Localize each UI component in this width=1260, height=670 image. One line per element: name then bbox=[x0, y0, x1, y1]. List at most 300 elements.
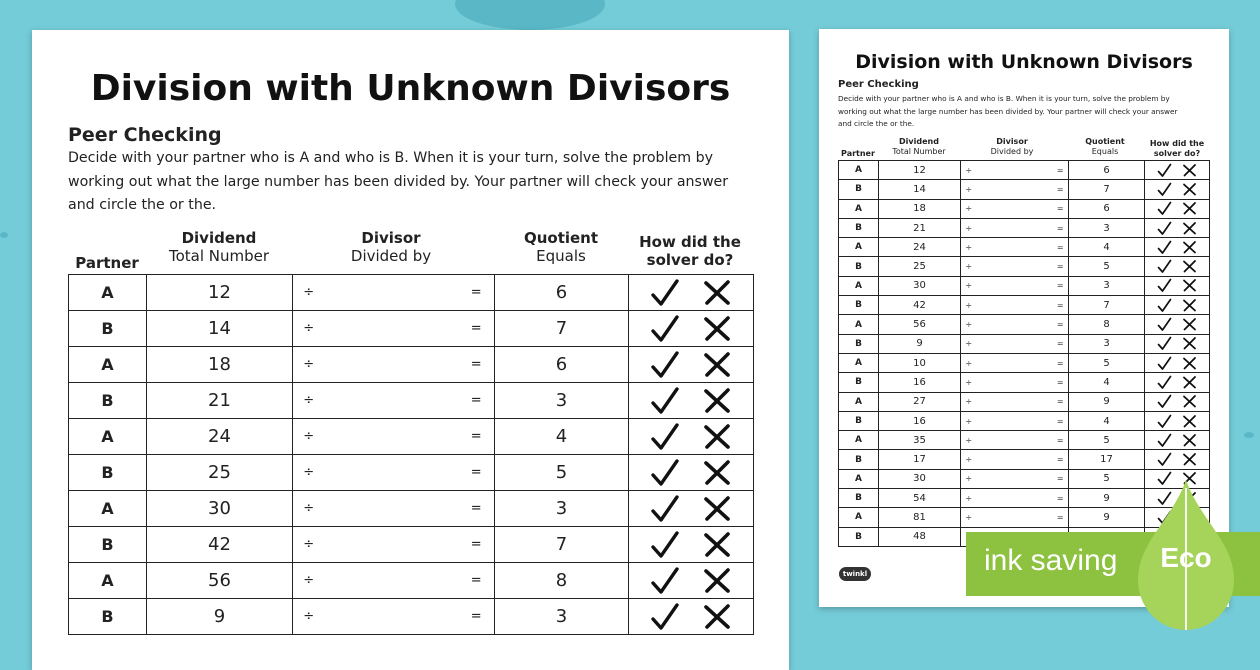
cross-icon[interactable] bbox=[702, 422, 732, 452]
divide-symbol: ÷ bbox=[961, 257, 977, 276]
tick-icon[interactable] bbox=[650, 422, 680, 452]
header-quotient-sub: Equals bbox=[536, 247, 586, 265]
equals-symbol: = bbox=[1053, 199, 1069, 218]
equals-symbol: = bbox=[459, 347, 495, 383]
tick-icon[interactable] bbox=[650, 602, 680, 632]
partner-cell: A bbox=[839, 431, 879, 450]
divide-symbol: ÷ bbox=[961, 161, 977, 180]
quotient-cell: 7 bbox=[1069, 180, 1145, 199]
table-row bbox=[69, 347, 754, 383]
tick-icon[interactable] bbox=[650, 566, 680, 596]
dividend-cell: 30 bbox=[147, 491, 293, 527]
divide-symbol: ÷ bbox=[961, 431, 977, 450]
divisor-answer-cell[interactable] bbox=[977, 489, 1053, 508]
preview-title: Division with Unknown Divisors bbox=[855, 51, 1193, 73]
divide-symbol: ÷ bbox=[961, 489, 977, 508]
quotient-cell: 3 bbox=[495, 383, 629, 419]
tick-icon[interactable] bbox=[1157, 221, 1172, 236]
check-cell bbox=[1145, 199, 1210, 218]
cross-icon[interactable] bbox=[1182, 221, 1197, 236]
quotient-cell: 4 bbox=[1069, 411, 1145, 430]
instructions-line: and circle the or the. bbox=[68, 197, 217, 213]
dividend-cell: 21 bbox=[879, 218, 961, 237]
partner-cell: A bbox=[839, 392, 879, 411]
divisor-answer-cell[interactable] bbox=[325, 599, 459, 635]
twinkl-logo: twinkl bbox=[839, 567, 871, 581]
cross-icon[interactable] bbox=[1182, 298, 1197, 313]
divisor-answer-cell[interactable] bbox=[977, 276, 1053, 295]
background-blob bbox=[0, 232, 8, 238]
tick-icon[interactable] bbox=[1157, 298, 1172, 313]
quotient-cell: 5 bbox=[1069, 469, 1145, 488]
check-cell bbox=[1145, 161, 1210, 180]
tick-icon[interactable] bbox=[650, 458, 680, 488]
partner-cell: B bbox=[839, 527, 879, 546]
cross-icon[interactable] bbox=[1182, 201, 1197, 216]
divide-symbol: ÷ bbox=[961, 353, 977, 372]
partner-cell: A bbox=[69, 347, 147, 383]
quotient-cell: 8 bbox=[1069, 315, 1145, 334]
divisor-answer-cell[interactable] bbox=[977, 373, 1053, 392]
table-row bbox=[69, 275, 754, 311]
cross-icon[interactable] bbox=[702, 386, 732, 416]
divisor-answer-cell[interactable] bbox=[325, 275, 459, 311]
worksheet-zoomed bbox=[32, 30, 789, 670]
divide-symbol: ÷ bbox=[961, 276, 977, 295]
partner-cell: A bbox=[839, 353, 879, 372]
divide-symbol: ÷ bbox=[293, 599, 325, 635]
table-row bbox=[839, 257, 1210, 276]
quotient-cell: 4 bbox=[1069, 238, 1145, 257]
header-dividend bbox=[146, 229, 292, 265]
cross-icon[interactable] bbox=[1182, 317, 1197, 332]
preview-header-partner: Partner bbox=[841, 149, 875, 158]
table-row bbox=[839, 334, 1210, 353]
divisor-answer-cell[interactable] bbox=[977, 296, 1053, 315]
quotient-cell: 6 bbox=[495, 347, 629, 383]
check-cell bbox=[629, 383, 754, 419]
divisor-answer-cell[interactable] bbox=[977, 411, 1053, 430]
check-cell bbox=[629, 275, 754, 311]
equals-symbol: = bbox=[1053, 238, 1069, 257]
table-row bbox=[69, 491, 754, 527]
quotient-cell: 7 bbox=[495, 311, 629, 347]
cross-icon[interactable] bbox=[1182, 278, 1197, 293]
divisor-answer-cell[interactable] bbox=[977, 180, 1053, 199]
quotient-cell: 3 bbox=[1069, 276, 1145, 295]
check-cell bbox=[1145, 276, 1210, 295]
divide-symbol: ÷ bbox=[961, 238, 977, 257]
cross-icon[interactable] bbox=[1182, 452, 1197, 467]
equals-symbol: = bbox=[1053, 315, 1069, 334]
header-divisor-sub: Divided by bbox=[350, 247, 432, 265]
divisor-answer-cell[interactable] bbox=[325, 311, 459, 347]
dividend-cell: 9 bbox=[879, 334, 961, 353]
equals-symbol: = bbox=[1053, 469, 1069, 488]
dividend-cell: 30 bbox=[879, 276, 961, 295]
divisor-answer-cell[interactable] bbox=[325, 527, 459, 563]
divide-symbol: ÷ bbox=[293, 491, 325, 527]
table-row bbox=[839, 238, 1210, 257]
divisor-answer-cell[interactable] bbox=[977, 218, 1053, 237]
table-row bbox=[839, 161, 1210, 180]
cross-icon[interactable] bbox=[1182, 259, 1197, 274]
partner-cell: B bbox=[69, 455, 147, 491]
cross-icon[interactable] bbox=[1182, 182, 1197, 197]
partner-cell: A bbox=[839, 315, 879, 334]
equals-symbol: = bbox=[459, 455, 495, 491]
cross-icon[interactable] bbox=[1182, 414, 1197, 429]
partner-cell: A bbox=[839, 508, 879, 527]
cross-icon[interactable] bbox=[702, 458, 732, 488]
preview-header-dividend bbox=[878, 137, 960, 156]
divisor-answer-cell[interactable] bbox=[977, 334, 1053, 353]
check-cell bbox=[629, 311, 754, 347]
divide-symbol: ÷ bbox=[293, 275, 325, 311]
tick-icon[interactable] bbox=[650, 350, 680, 380]
divide-symbol: ÷ bbox=[293, 527, 325, 563]
dividend-cell: 18 bbox=[147, 347, 293, 383]
check-cell bbox=[1145, 315, 1210, 334]
divide-symbol: ÷ bbox=[961, 392, 977, 411]
preview-header-divisor-title: Divisor bbox=[996, 137, 1028, 146]
table-row bbox=[69, 311, 754, 347]
divisor-answer-cell[interactable] bbox=[977, 199, 1053, 218]
header-quotient-title: Quotient bbox=[523, 229, 599, 247]
check-cell bbox=[629, 599, 754, 635]
partner-cell: A bbox=[69, 563, 147, 599]
table-row bbox=[839, 276, 1210, 295]
cross-icon[interactable] bbox=[702, 350, 732, 380]
dividend-cell: 14 bbox=[879, 180, 961, 199]
eco-drop bbox=[1138, 480, 1234, 630]
check-cell bbox=[629, 347, 754, 383]
partner-cell: B bbox=[839, 296, 879, 315]
partner-cell: A bbox=[839, 276, 879, 295]
preview-header-quotient bbox=[1067, 137, 1143, 156]
divisor-answer-cell[interactable] bbox=[977, 450, 1053, 469]
cross-icon[interactable] bbox=[1182, 240, 1197, 255]
dividend-cell: 12 bbox=[147, 275, 293, 311]
table-row bbox=[839, 218, 1210, 237]
dividend-cell: 35 bbox=[879, 431, 961, 450]
preview-header-dividend-title: Dividend bbox=[899, 137, 939, 146]
tick-icon[interactable] bbox=[1157, 259, 1172, 274]
table-row bbox=[69, 599, 754, 635]
background-blob bbox=[455, 0, 605, 30]
check-cell bbox=[629, 563, 754, 599]
equals-symbol: = bbox=[459, 527, 495, 563]
quotient-cell: 9 bbox=[1069, 392, 1145, 411]
check-cell bbox=[629, 491, 754, 527]
table-row bbox=[839, 411, 1210, 430]
preview-instructions-line: Decide with your partner who is A and who is B. When it is your turn, solve the problem by bbox=[838, 94, 1170, 103]
tick-icon[interactable] bbox=[1157, 182, 1172, 197]
divide-symbol: ÷ bbox=[293, 311, 325, 347]
preview-header-quotient-title: Quotient bbox=[1085, 137, 1125, 146]
preview-header-divisor bbox=[974, 137, 1050, 156]
quotient-cell: 4 bbox=[495, 419, 629, 455]
dividend-cell: 24 bbox=[147, 419, 293, 455]
cross-icon[interactable] bbox=[1182, 394, 1197, 409]
preview-header-check bbox=[1143, 139, 1211, 158]
dividend-cell: 27 bbox=[879, 392, 961, 411]
quotient-cell: 7 bbox=[495, 527, 629, 563]
divide-symbol: ÷ bbox=[961, 508, 977, 527]
dividend-cell: 56 bbox=[147, 563, 293, 599]
quotient-cell: 5 bbox=[495, 455, 629, 491]
equals-symbol: = bbox=[459, 491, 495, 527]
ink-saving-text: ink saving bbox=[984, 544, 1118, 577]
cross-icon[interactable] bbox=[1182, 375, 1197, 390]
preview-subtitle: Peer Checking bbox=[838, 79, 919, 90]
check-cell bbox=[1145, 180, 1210, 199]
partner-cell: A bbox=[69, 419, 147, 455]
cross-icon[interactable] bbox=[702, 530, 732, 560]
equals-symbol: = bbox=[1053, 334, 1069, 353]
dividend-cell: 12 bbox=[879, 161, 961, 180]
tick-icon[interactable] bbox=[1157, 317, 1172, 332]
partner-cell: B bbox=[69, 383, 147, 419]
divide-symbol: ÷ bbox=[961, 180, 977, 199]
divide-symbol: ÷ bbox=[961, 373, 977, 392]
table-row bbox=[69, 455, 754, 491]
equals-symbol: = bbox=[459, 599, 495, 635]
equals-symbol: = bbox=[1053, 373, 1069, 392]
equals-symbol: = bbox=[459, 311, 495, 347]
tick-icon[interactable] bbox=[1157, 278, 1172, 293]
equals-symbol: = bbox=[1053, 508, 1069, 527]
table-row bbox=[69, 527, 754, 563]
background-blob bbox=[1244, 432, 1254, 438]
quotient-cell: 7 bbox=[1069, 296, 1145, 315]
header-check-line2: solver do? bbox=[646, 251, 734, 269]
check-cell bbox=[1145, 296, 1210, 315]
header-partner: Partner bbox=[75, 254, 139, 272]
table-row bbox=[839, 199, 1210, 218]
quotient-cell: 5 bbox=[1069, 431, 1145, 450]
divide-symbol: ÷ bbox=[293, 455, 325, 491]
tick-icon[interactable] bbox=[650, 530, 680, 560]
dividend-cell: 42 bbox=[147, 527, 293, 563]
divide-symbol: ÷ bbox=[961, 469, 977, 488]
eco-label: Eco bbox=[1160, 542, 1212, 573]
header-check-line1: How did the bbox=[639, 233, 741, 251]
cross-icon[interactable] bbox=[1182, 356, 1197, 371]
partner-cell: A bbox=[839, 469, 879, 488]
partner-cell: B bbox=[839, 180, 879, 199]
check-cell bbox=[1145, 373, 1210, 392]
preview-header-divisor-sub: Divided by bbox=[990, 146, 1034, 156]
divide-symbol: ÷ bbox=[293, 347, 325, 383]
instructions-line: working out what the large number has been divided by. Your partner will check your answer bbox=[68, 174, 729, 190]
tick-icon[interactable] bbox=[1157, 163, 1172, 178]
table-row bbox=[839, 315, 1210, 334]
preview-instructions-line: working out what the large number has been divided by. Your partner will check your answer bbox=[838, 107, 1178, 116]
partner-cell: A bbox=[839, 199, 879, 218]
cross-icon[interactable] bbox=[702, 602, 732, 632]
tick-icon[interactable] bbox=[650, 278, 680, 308]
partner-cell: B bbox=[839, 257, 879, 276]
equals-symbol: = bbox=[459, 563, 495, 599]
quotient-cell: 3 bbox=[1069, 218, 1145, 237]
equals-symbol: = bbox=[1053, 161, 1069, 180]
dividend-cell: 42 bbox=[879, 296, 961, 315]
equals-symbol: = bbox=[1053, 431, 1069, 450]
check-cell bbox=[629, 527, 754, 563]
partner-cell: A bbox=[839, 161, 879, 180]
tick-icon[interactable] bbox=[1157, 394, 1172, 409]
cross-icon[interactable] bbox=[1182, 163, 1197, 178]
preview-header-dividend-sub: Total Number bbox=[892, 146, 946, 156]
quotient-cell: 3 bbox=[495, 491, 629, 527]
partner-cell: B bbox=[839, 411, 879, 430]
divisor-answer-cell[interactable] bbox=[325, 419, 459, 455]
header-divisor bbox=[324, 229, 458, 265]
divide-symbol: ÷ bbox=[961, 199, 977, 218]
tick-icon[interactable] bbox=[1157, 414, 1172, 429]
preview-header-quotient-sub: Equals bbox=[1091, 146, 1119, 156]
partner-cell: A bbox=[69, 491, 147, 527]
division-table bbox=[68, 274, 754, 635]
divide-symbol: ÷ bbox=[961, 450, 977, 469]
dividend-cell: 10 bbox=[879, 353, 961, 372]
dividend-cell: 25 bbox=[147, 455, 293, 491]
dividend-cell: 56 bbox=[879, 315, 961, 334]
table-row bbox=[69, 563, 754, 599]
dividend-cell: 24 bbox=[879, 238, 961, 257]
dividend-cell: 25 bbox=[879, 257, 961, 276]
partner-cell: A bbox=[69, 275, 147, 311]
preview-header-check-line1: How did the bbox=[1149, 139, 1205, 148]
check-cell bbox=[1145, 238, 1210, 257]
quotient-cell: 3 bbox=[1069, 334, 1145, 353]
divide-symbol: ÷ bbox=[961, 315, 977, 334]
cross-icon[interactable] bbox=[702, 494, 732, 524]
partner-cell: B bbox=[69, 311, 147, 347]
dividend-cell: 54 bbox=[879, 489, 961, 508]
check-cell bbox=[1145, 257, 1210, 276]
partner-cell: B bbox=[69, 599, 147, 635]
quotient-cell: 9 bbox=[1069, 508, 1145, 527]
divisor-answer-cell[interactable] bbox=[325, 383, 459, 419]
header-divisor-title: Divisor bbox=[361, 229, 421, 247]
cross-icon[interactable] bbox=[702, 314, 732, 344]
header-quotient bbox=[494, 229, 628, 265]
table-row bbox=[839, 392, 1210, 411]
tick-icon[interactable] bbox=[1157, 356, 1172, 371]
table-row bbox=[69, 383, 754, 419]
divisor-answer-cell[interactable] bbox=[325, 563, 459, 599]
tick-icon[interactable] bbox=[650, 494, 680, 524]
partner-cell: B bbox=[839, 334, 879, 353]
divisor-answer-cell[interactable] bbox=[325, 491, 459, 527]
cross-icon[interactable] bbox=[1182, 336, 1197, 351]
quotient-cell: 5 bbox=[1069, 353, 1145, 372]
dividend-cell: 48 bbox=[879, 527, 961, 546]
check-cell bbox=[1145, 353, 1210, 372]
equals-symbol: = bbox=[1053, 411, 1069, 430]
equals-symbol: = bbox=[1053, 353, 1069, 372]
equals-symbol: = bbox=[459, 419, 495, 455]
tick-icon[interactable] bbox=[1157, 240, 1172, 255]
tick-icon[interactable] bbox=[1157, 201, 1172, 216]
header-check bbox=[628, 233, 752, 269]
check-cell bbox=[1145, 411, 1210, 430]
dividend-cell: 81 bbox=[879, 508, 961, 527]
preview-header-check-line2: solver do? bbox=[1153, 148, 1201, 158]
quotient-cell: 4 bbox=[1069, 373, 1145, 392]
check-cell bbox=[1145, 450, 1210, 469]
quotient-cell: 8 bbox=[495, 563, 629, 599]
equals-symbol: = bbox=[1053, 276, 1069, 295]
divisor-answer-cell[interactable] bbox=[977, 353, 1053, 372]
tick-icon[interactable] bbox=[1157, 375, 1172, 390]
check-cell bbox=[629, 455, 754, 491]
dividend-cell: 9 bbox=[147, 599, 293, 635]
dividend-cell: 16 bbox=[879, 411, 961, 430]
divide-symbol: ÷ bbox=[293, 383, 325, 419]
dividend-cell: 17 bbox=[879, 450, 961, 469]
divisor-answer-cell[interactable] bbox=[977, 392, 1053, 411]
tick-icon[interactable] bbox=[1157, 452, 1172, 467]
cross-icon[interactable] bbox=[702, 566, 732, 596]
dividend-cell: 14 bbox=[147, 311, 293, 347]
divisor-answer-cell[interactable] bbox=[325, 347, 459, 383]
tick-icon[interactable] bbox=[1157, 336, 1172, 351]
partner-cell: B bbox=[69, 527, 147, 563]
divisor-answer-cell[interactable] bbox=[977, 508, 1053, 527]
equals-symbol: = bbox=[1053, 296, 1069, 315]
equals-symbol: = bbox=[1053, 392, 1069, 411]
check-cell bbox=[1145, 218, 1210, 237]
divisor-answer-cell[interactable] bbox=[977, 161, 1053, 180]
quotient-cell: 5 bbox=[1069, 257, 1145, 276]
subtitle: Peer Checking bbox=[68, 124, 222, 146]
table-row bbox=[69, 419, 754, 455]
cross-icon[interactable] bbox=[702, 278, 732, 308]
equals-symbol: = bbox=[1053, 180, 1069, 199]
divisor-answer-cell[interactable] bbox=[977, 431, 1053, 450]
equals-symbol: = bbox=[1053, 450, 1069, 469]
divisor-answer-cell[interactable] bbox=[977, 315, 1053, 334]
divide-symbol: ÷ bbox=[961, 334, 977, 353]
divisor-answer-cell[interactable] bbox=[977, 469, 1053, 488]
check-cell bbox=[629, 419, 754, 455]
equals-symbol: = bbox=[1053, 257, 1069, 276]
dividend-cell: 18 bbox=[879, 199, 961, 218]
header-dividend-sub: Total Number bbox=[168, 247, 270, 265]
tick-icon[interactable] bbox=[1157, 433, 1172, 448]
tick-icon[interactable] bbox=[650, 386, 680, 416]
partner-cell: B bbox=[839, 489, 879, 508]
header-dividend-title: Dividend bbox=[181, 229, 257, 247]
divisor-answer-cell[interactable] bbox=[977, 257, 1053, 276]
check-cell bbox=[1145, 334, 1210, 353]
tick-icon[interactable] bbox=[650, 314, 680, 344]
equals-symbol: = bbox=[459, 383, 495, 419]
check-cell bbox=[1145, 431, 1210, 450]
quotient-cell: 6 bbox=[1069, 199, 1145, 218]
equals-symbol: = bbox=[459, 275, 495, 311]
cross-icon[interactable] bbox=[1182, 433, 1197, 448]
instructions-line: Decide with your partner who is A and who is B. When it is your turn, solve the problem by bbox=[68, 150, 713, 166]
preview-instructions-line: and circle the or the. bbox=[838, 119, 915, 128]
table-row bbox=[839, 373, 1210, 392]
divide-symbol: ÷ bbox=[961, 296, 977, 315]
divisor-answer-cell[interactable] bbox=[977, 238, 1053, 257]
divisor-answer-cell[interactable] bbox=[325, 455, 459, 491]
